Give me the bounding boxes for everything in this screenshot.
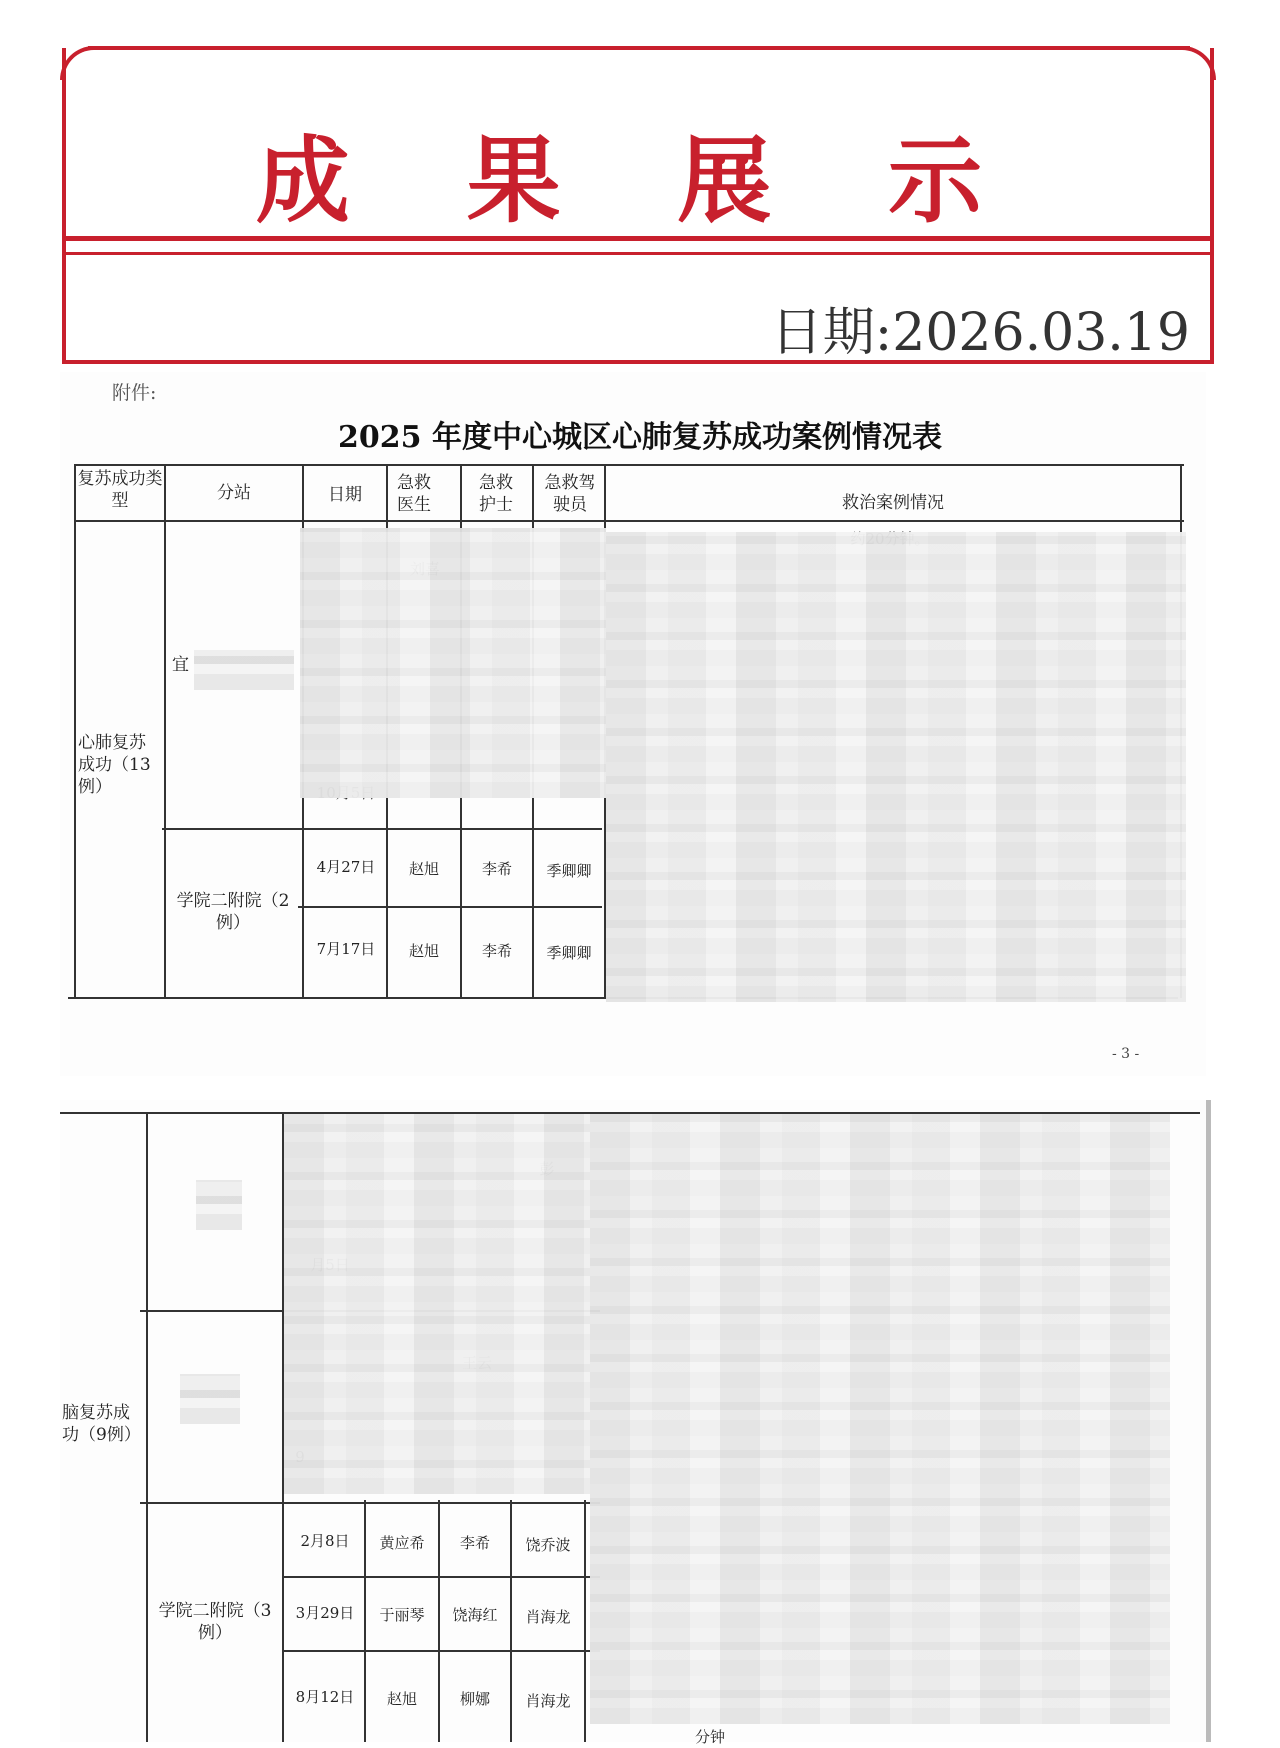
row1-driver: 季卿卿 bbox=[546, 862, 592, 880]
document-title: 2025 年度中心城区心肺复苏成功案例情况表 bbox=[338, 420, 942, 455]
header-details: 救治案例情况 bbox=[842, 493, 944, 513]
type-brain: 脑复苏成功（9例） bbox=[62, 1403, 141, 1446]
row4-nurse: 饶海红 bbox=[452, 1606, 498, 1624]
banner-divider-thin bbox=[62, 252, 1214, 255]
type-cpr: 心肺复苏成功（13例） bbox=[78, 733, 151, 798]
row3-doctor: 黄应希 bbox=[379, 1534, 425, 1552]
redacted-station-2a bbox=[196, 1180, 242, 1230]
station-college-2b: 学院二附院（3例） bbox=[158, 1601, 272, 1644]
redacted-station-2b bbox=[180, 1374, 240, 1424]
row4-doctor: 于丽琴 bbox=[379, 1606, 425, 1624]
row1-nurse: 李希 bbox=[481, 860, 512, 878]
row3-driver: 饶乔波 bbox=[525, 1536, 571, 1554]
row3-date: 2月8日 bbox=[300, 1532, 350, 1550]
header-nurse: 急救护士 bbox=[479, 473, 513, 516]
row2-doctor: 赵旭 bbox=[408, 942, 439, 960]
header-type: 复苏成功类型 bbox=[77, 469, 163, 512]
row5-driver: 肖海龙 bbox=[525, 1692, 571, 1710]
redacted-area-overlay bbox=[300, 528, 606, 798]
row4-date: 3月29日 bbox=[295, 1604, 355, 1622]
redacted-details-2-overlay bbox=[590, 1114, 1170, 1724]
page-number: - 3 - bbox=[1112, 1046, 1140, 1062]
redacted-area-2-overlay bbox=[284, 1114, 590, 1494]
row4-driver: 肖海龙 bbox=[525, 1608, 571, 1626]
banner-date: 日期:2026.03.19 bbox=[770, 303, 1190, 363]
row2-date: 7月17日 bbox=[316, 940, 376, 958]
row5-doctor: 赵旭 bbox=[386, 1690, 417, 1708]
header-station: 分站 bbox=[217, 483, 251, 503]
header-driver: 急救驾驶员 bbox=[544, 473, 596, 516]
page-edge bbox=[1206, 1100, 1211, 1742]
row2-driver: 季卿卿 bbox=[546, 944, 592, 962]
attachment-label: 附件: bbox=[112, 382, 157, 404]
redacted-details-overlay bbox=[606, 532, 1186, 1002]
row5-date: 8月12日 bbox=[295, 1688, 355, 1706]
header-date: 日期 bbox=[328, 485, 362, 505]
station-partial: 宜 bbox=[172, 655, 189, 675]
banner-divider bbox=[62, 236, 1214, 241]
banner-top-border bbox=[88, 46, 1190, 50]
station-college-2: 学院二附院（2例） bbox=[176, 891, 290, 934]
row1-doctor: 赵旭 bbox=[408, 860, 439, 878]
redacted-station bbox=[194, 650, 294, 690]
details-partial-2: 分钟 bbox=[694, 1728, 725, 1746]
row3-nurse: 李希 bbox=[459, 1534, 490, 1552]
row1-date: 4月27日 bbox=[316, 858, 376, 876]
banner-title: 成 果 展 示 bbox=[255, 126, 1025, 236]
header-doctor: 急救医生 bbox=[397, 473, 431, 516]
row2-nurse: 李希 bbox=[481, 942, 512, 960]
row5-nurse: 柳娜 bbox=[459, 1690, 490, 1708]
